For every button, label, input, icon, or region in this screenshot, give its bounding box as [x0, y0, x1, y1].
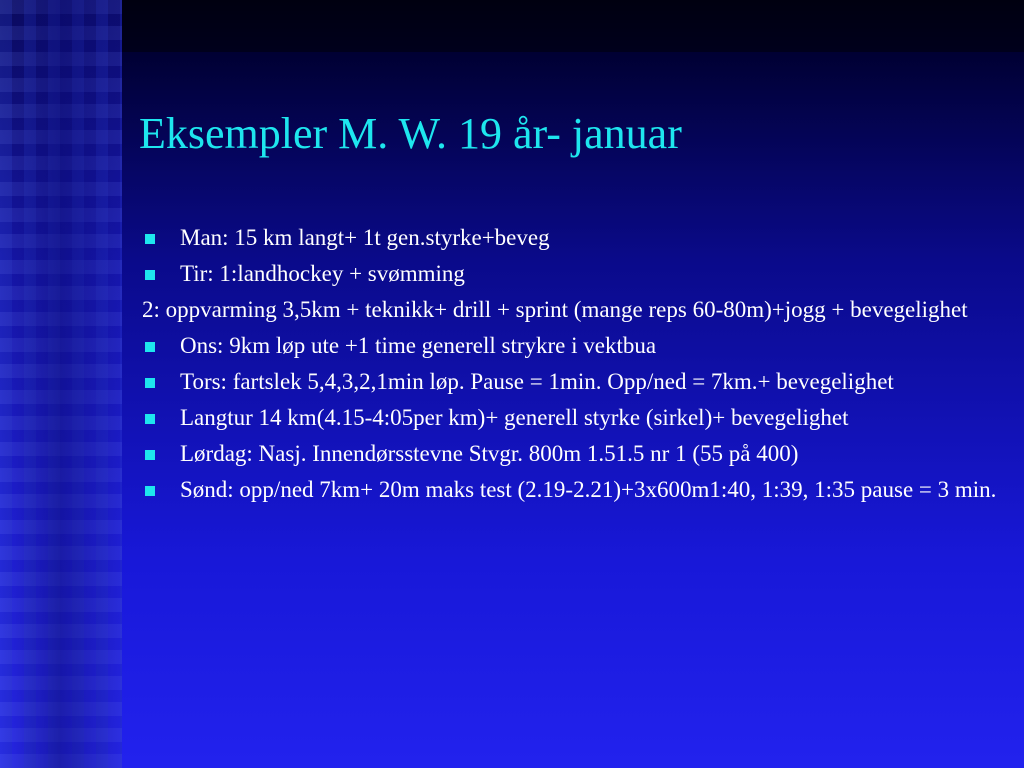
square-bullet-icon [145, 234, 155, 244]
list-item-text: Man: 15 km langt+ 1t gen.styrke+beveg [180, 225, 550, 250]
list-item-text: Tir: 1:landhockey + svømming [180, 261, 465, 286]
left-decorative-strip [0, 0, 122, 768]
list-item-wednesday [142, 330, 1002, 361]
square-bullet-icon [145, 378, 155, 388]
list-item-monday [142, 222, 1002, 253]
list-item-long-run [142, 402, 1002, 433]
list-item-text: 2: oppvarming 3,5km + teknikk+ drill + sprint (mange reps 60-80m)+jogg + bevegelighet [142, 297, 968, 322]
square-bullet-icon [145, 450, 155, 460]
list-item-text: Lørdag: Nasj. Innendørsstevne Stvgr. 800m 1.51.5 nr 1 (55 på 400) [180, 441, 799, 466]
list-item-tuesday-session-2 [142, 294, 1002, 325]
square-bullet-icon [145, 414, 155, 424]
list-item-thursday [142, 366, 1002, 397]
list-item-text: Langtur 14 km(4.15-4:05per km)+ generell styrke (sirkel)+ bevegelighet [180, 405, 849, 430]
list-item-text: Sønd: opp/ned 7km+ 20m maks test (2.19-2.21)+3x600m1:40, 1:39, 1:35 pause = 3 min. [180, 477, 997, 502]
list-item-text: Tors: fartslek 5,4,3,2,1min løp. Pause = 1min. Opp/ned = 7km.+ bevegelighet [180, 369, 894, 394]
square-bullet-icon [145, 342, 155, 352]
list-item-text: Ons: 9km løp ute +1 time generell strykre i vektbua [180, 333, 657, 358]
list-item-tuesday [142, 258, 1002, 289]
top-dark-band [122, 0, 1024, 52]
list-item-saturday [142, 438, 1002, 469]
slide-body [142, 222, 1002, 510]
list-item-sunday [142, 474, 1002, 505]
slide-title: Eksempler M. W. 19 år- januar [139, 109, 682, 158]
square-bullet-icon [145, 486, 155, 496]
square-bullet-icon [145, 270, 155, 280]
